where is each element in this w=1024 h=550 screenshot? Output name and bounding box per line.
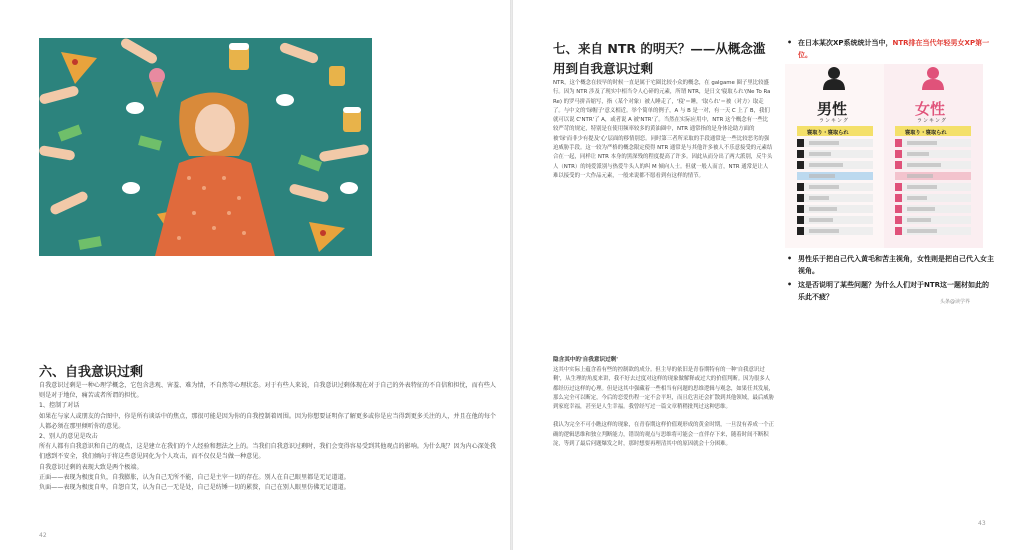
paragraph: 这其中实际上蕴含着有些的控制欲的成分。但主导的依旧是青春期特有的一种'自我意识过剩'，从生理的角度来讲，我不好去过度对这样的现象做解释或过大的价值判断。因为很多人都经历过这样的心理。但是这其中强藏着一些相当有问题的思维逻辑与观念，如果任其发展，那么完全可以断定，今后的恋爱伤程一定不会平坦，而且危害还会扩散到其他领域，最后威胁到家庭幸福，甚至是人生幸福。我曾经写过一篇文章稍稍批判过这种思维。: [553, 367, 775, 411]
paragraph: 自我意识过剩的表现大致是两个极端。: [39, 463, 143, 471]
paragraph: 正面——表现为极度自负，自我膨胀，认为自己无所不能，自己是主宰一切的存在。别人在自己眼里都是无足道道。: [39, 473, 350, 481]
bullet-dot-icon: •: [787, 38, 793, 47]
bullet-text: 男性乐于把自己代入黄毛和苦主视角，女性则是把自己代入女主视角。: [798, 255, 994, 275]
ranking-table-graphic: [785, 64, 983, 248]
female-ranking-title: 女性: [915, 100, 946, 118]
bullet-list-top: [785, 37, 995, 63]
bullet-dot-icon: •: [787, 280, 793, 289]
bullet-text: 这是否说明了某些问题？为什么人们对于NTR这一题材如此的乐此不疲？: [798, 281, 990, 301]
section-8-heading: 隐含其中的'自我意识过剩': [553, 357, 618, 363]
bullet-highlight: NTR排在当代年轻男女XP第一位。: [798, 39, 990, 59]
paragraph: 自我意识过剩是一种心理学概念，它包含悲观、害羞、难为情，不自然等心理状态。对于有些人来说，自我意识过剩体现在对于自己的外表特征的不自信和担忧，而有些人则是对于地位，痛苦或者所谓的担忧。: [39, 382, 497, 400]
bullet-dot-icon: •: [787, 254, 793, 263]
left-page: [0, 0, 510, 550]
female-rank-first: 寝取り・寝取られ: [905, 130, 947, 136]
bullet-item: [785, 253, 995, 277]
paragraph: NTR，这个概念在较早的时候一直是属于宅圈比较小众的概念，在 galgame 圈子里比较盛行。因为 NTR 涉及了现实中相当令人心碎的元素，所谓 NTR，是日文'寝取られ'(Ne To Ra Re) 的罗马拼音缩写，指（某个对象）被人睡走了，'寝'＝睡，'取られ'＝被（对方）取走了。与中文的'绿帽子'意义相近。举个简单的例子，A 与 B 是一对，有一天 C 上了 B，我们就可以说 C'NTR'了 A，或者说 A 被'NTR'了。当然在实际应用中，NTR 这个概念有一些比较严苛的规定，特别是在使用频率较多的黄油圈中，NTR 通常指的是身体论助方面的被'绿'而非少有提及'心'层面的移情别恋。同时第三者所采取的手段通常是一些比较恶劣的强迫威胁手段。这一较为严格的概念限定使得 NTR 通常是与其他许多被人不乐意接受的元素结合在一起，同样让 NTR 本身的黑深残的程度提高了许多。因此从而分出了两大派别，反牛头人（NTR）的纯爱派别与热爱牛头人的纠 M 倾向人士。但就一般人而言，NTR 通常是让人难以接受的一大作品元素，一般来说都不愿看到有这样的情节。: [553, 80, 773, 179]
male-ranking-title: 男性: [817, 100, 848, 118]
illustration-woman-with-reaching-hands: [39, 38, 372, 256]
page-number: 43: [978, 520, 986, 527]
paragraph: 负面——表现为极度自卑，自怨自艾，认为自己一无是处，自己是纺锤一切的累赘，自己在别人眼里仿佛无足道道。: [39, 484, 350, 492]
male-ranking-subtitle: ランキング: [819, 118, 849, 124]
paragraph: 我认为完全不可小瞧这样的现象，在青春期这样价值观形成的黄金时期，一旦没有养成一个正确的逻辑思维和独立判断能力，错误的观点与思维将可能会一直伴存下来，随着时间不断积淀，等到了最后问题爆发之时，那时想要再理清其中的原因就会十分困难。: [553, 422, 775, 448]
section-8-body: [553, 366, 775, 449]
paragraph: 如果在与家人或朋友的合图中，你是所有谈话中的焦点，那很可能是因为你的自我控制着周围。因为你想要证明你了解更多或你是应当得到更多关注的人，并且在他的每个人都必须在那里倾听你的意见。: [39, 412, 497, 430]
female-ranking-subtitle: ランキング: [917, 118, 947, 124]
section-6-body: [39, 381, 499, 493]
paragraph: 1、控制了对话: [39, 402, 80, 410]
section-7-title: 七、来自 NTR 的明天？——从概念滥用到自我意识过剩: [553, 41, 766, 76]
section-7-body: [553, 79, 773, 181]
paragraph: 2、别人的意见是攻击: [39, 433, 98, 441]
image-credit: 头条@读学界: [940, 299, 971, 305]
page-number: 42: [39, 532, 47, 539]
bullet-item: [785, 37, 995, 61]
paragraph: 所有人都有自我意识和自己的观点，这是建立在我们的个人经验和想法之上的。当我们自我意识过剩时，我们会变得容易受到其他观点的影响。为什么呢？因为内心深处我们感到不安全，我们倾向于将这些意见同化为个人攻击，而不仅仅是当做一种意见。: [39, 443, 497, 461]
bullet-text: 在日本某次XP系统统计当中，: [798, 39, 893, 47]
male-rank-first: 寝取り・寝取られ: [807, 130, 849, 136]
ntr-ranking-image: [785, 64, 983, 248]
section-6-title: 六、自我意识过剩: [39, 365, 144, 380]
